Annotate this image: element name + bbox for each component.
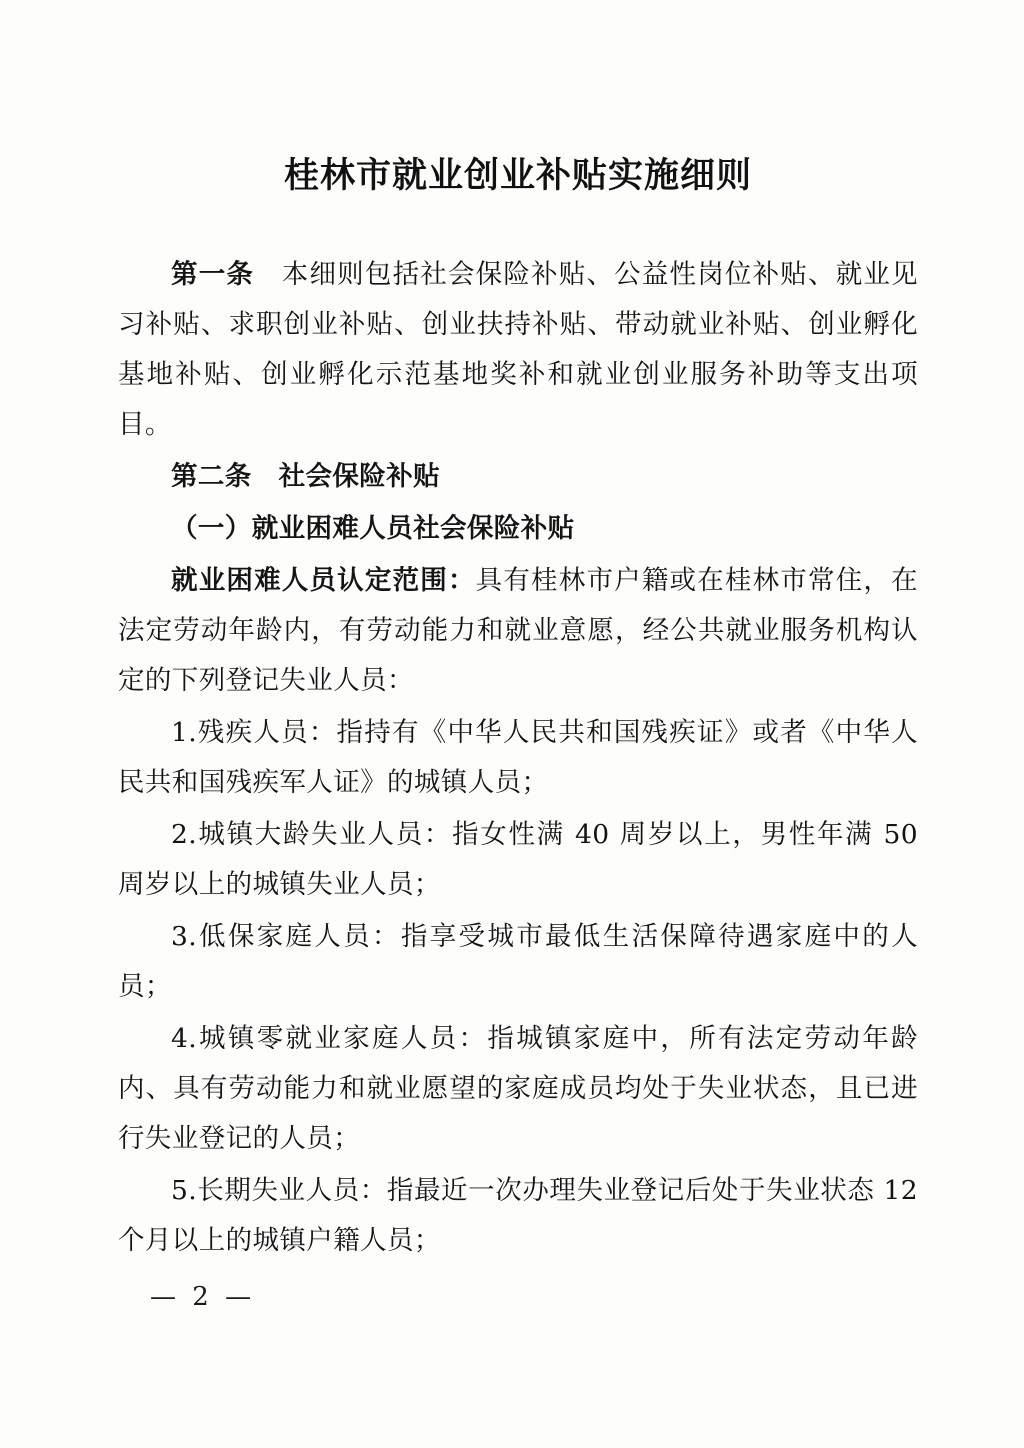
list-item-2 <box>118 810 918 910</box>
paragraph-lead: 第一条 <box>171 259 255 290</box>
paragraph-text: 2.城镇大龄失业人员：指女性满 40 周岁以上，男性年满 50 周岁以上的城镇失业人员； <box>118 819 918 900</box>
page-title: 桂林市就业创业补贴实施细则 <box>283 155 752 196</box>
document-body <box>118 250 918 1266</box>
paragraph-text: 4.城镇零就业家庭人员：指城镇家庭中，所有法定劳动年龄内、具有劳动能力和就业愿望的家庭成员均处于失业状态，且已进行失业登记的人员； <box>118 1023 918 1154</box>
list-item-4 <box>118 1014 918 1164</box>
paragraph-text: 本细则包括社会保险补贴、公益性岗位补贴、就业见习补贴、求职创业补贴、创业扶持补贴、带动就业补贴、创业孵化基地补贴、创业孵化示范基地奖补和就业创业服务补助等支出项目。 <box>118 259 918 440</box>
list-item-5 <box>118 1166 918 1266</box>
paragraph-article-1 <box>118 250 918 450</box>
paragraph-lead: 就业困难人员认定范围： <box>171 565 476 596</box>
paragraph-text: 1.残疾人员：指持有《中华人民共和国残疾证》或者《中华人民共和国残疾军人证》的城镇人员； <box>118 717 918 798</box>
paragraph-text: 社会保险补贴 <box>251 461 441 492</box>
paragraph-article-2 <box>118 452 918 502</box>
paragraph-scope <box>118 556 918 706</box>
paragraph-text: 5.长期失业人员：指最近一次办理失业登记后处于失业状态 12 个月以上的城镇户籍人员； <box>118 1175 918 1256</box>
list-item-1 <box>118 708 918 808</box>
paragraph-section-1 <box>118 504 918 554</box>
paragraph-text: 3.低保家庭人员：指享受城市最低生活保障待遇家庭中的人员； <box>118 921 918 1002</box>
paragraph-text: （一）就业困难人员社会保险补贴 <box>171 513 575 544</box>
document-content <box>118 0 918 1268</box>
paragraph-lead: 第二条 <box>171 461 252 492</box>
paragraph-text: 具有桂林市户籍或在桂林市常住，在法定劳动年龄内，有劳动能力和就业意愿，经公共就业服务机构认定的下列登记失业人员： <box>118 565 918 696</box>
list-item-3 <box>118 912 918 1012</box>
page-number: — 2 — <box>150 1282 256 1312</box>
